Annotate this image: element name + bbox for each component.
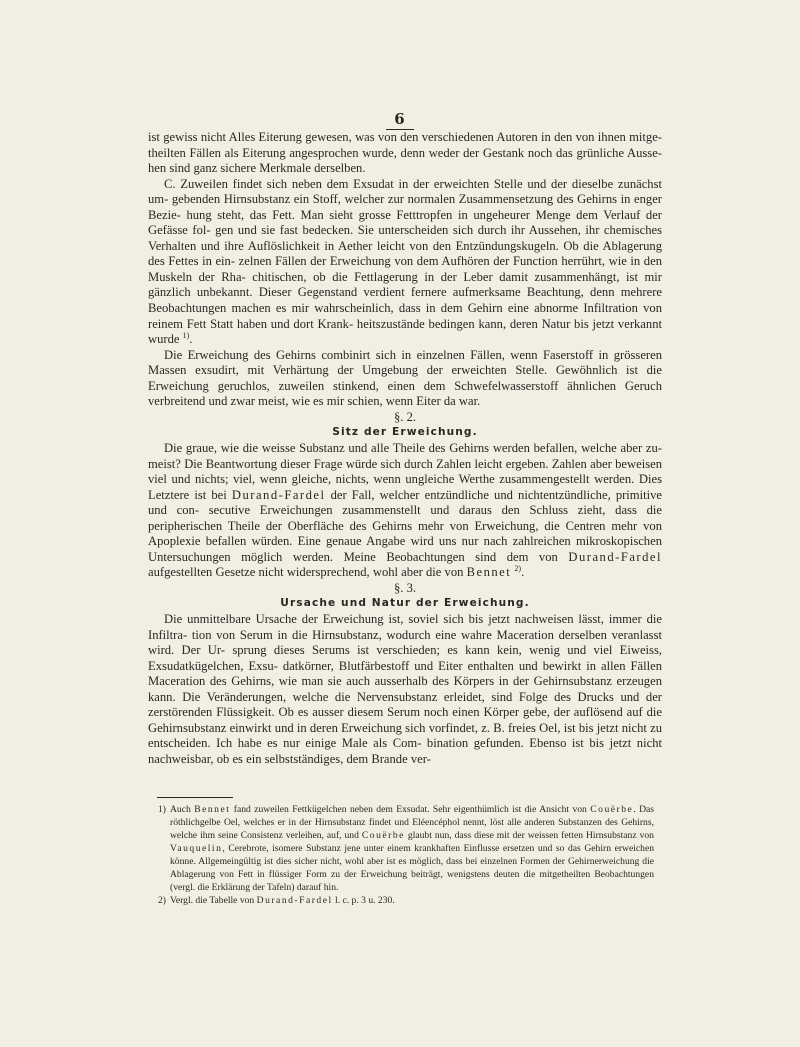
section-2-heading: Sitz der Erweichung.	[332, 426, 478, 439]
footnotes	[158, 803, 654, 907]
page-number: 6	[0, 110, 800, 130]
paragraph-combination: Die Erweichung des Gehirns combinirt sich in einzelnen Fällen, wenn Faserstoff in grösseren Massen exsudirt, mit Verhärtung der Umgebung der erweichten Stelle. Gewöhnlich ist die Erweichung geruchlos, zuweilen stinkend, einen dem Schwefelwasserstoff ähnlichen Geruch verbreitend und zwar meist, wie es mir schien, wenn Eiter da war.	[148, 347, 662, 409]
section-3-paragraph: Die unmittelbare Ursache der Erweichung ist, soviel sich bis jetzt nachweisen lässt, immer die Infiltra- tion von Serum in die Hirnsubstanz, wodurch eine wahre Maceration derselben veranlasst wird. Der Ur- sprung dieses Serums ist verschieden; es kann kein, wenig und viel Eiweiss, Exsudatkügelchen, Exsu- datkörner, Blutfärbestoff und Eiter enthalten und bewirkt in allen Fällen Maceration des Gehirns, wie man sie auch ausserhalb des Körpers in der Gehirnsubstanz erzeugen kann. Die Veränderungen, welche die Nervensubstanz erleidet, sind Folge des Drucks und der zerstörenden Flüssigkeit. Ob es ausser diesem Serum noch einen Körper gebe, der auflösend auf die Gehirnsubstanz einwirkt und in deren Erweichung sich vorfindet, z. B. freies Oel, ist bis jetzt nicht zu entscheiden. Ich habe es nur einige Male als Com- bination gefunden. Ebenso ist bis jetzt nicht nachweisbar, ob es ein selbstständiges, dem Brande ver-	[148, 612, 662, 766]
footnote-1: 1) Auch Bennet fand zuweilen Fettkügelchen neben dem Exsudat. Sehr eigenthümlich ist die Ansicht von Couërbe. Das röthlichgelbe Oel, welches er in der Hirnsubstanz findet und Eléencéphol nennt, löst alle anderen Substanzen des Gehirns, welche ihm seine Consistenz verleihen, auf, und Couërbe glaubt nun, dass diese mit der weissen fetten Hirnsubstanz von Vauquelin, Cerebrote, isomere Substanz jene unter einem krankhaften Einflusse ersetzen und so das Gehirn erweichen könne. Allgemeingültig ist dies sicher nicht, wohl aber ist es möglich, dass bei einzelnen Formen der Gehirnerweichung die Ablagerung von Fett in flüssiger Form zu der Erweichung beiträgt, wenigstens deuten die mitgetheilten Beobachtungen (vergl. die Erklärung der Tafeln) darauf hin.	[158, 804, 654, 893]
section-2-paragraph: Die graue, wie die weisse Substanz und alle Theile des Gehirns werden befallen, welche aber zu- meist? Die Beantwortung dieser Frage würde sich durch Zahlen leicht ergeben. Zahlen aber beweisen viel und nichts; viel, wenn gleiche, nichts, wenn ungleiche Werthe zusammengestellt werden. Dies Letztere ist bei Durand-Fardel der Fall, welcher entzündliche und nichtentzündliche, primitive und con- secutive Erweichungen zusammenstellt und daraus den Schluss zieht, dass die peripherischen Theile der Oberfläche des Gehirns mehr von Erweichung, die Centren mehr von Apoplexie befallen würden. Eine genaue Angabe wird uns nur nach zahlreichen mikroskopischen Untersuchungen möglich werden. Meine Beobachtungen sind dem von Durand-Fardel aufgestellten Gesetze nicht widersprechend, wohl aber die von Bennet $^{2)}$.	[148, 440, 662, 580]
main-text	[148, 130, 662, 768]
paragraph-c-fat: C. Zuweilen findet sich neben dem Exsudat in der erweichten Stelle und der dieselbe zunächst um- gebenden Hirnsubstanz ein Stoff, welcher zur normalen Zusammensetzung des Gehirns in enger Bezie- hung steht, das Fett. Man sieht grosse Fetttropfen in ungeheurer Menge dem Verlauf der Gefässe fol- gen und sie fast bedecken. Sie unterscheiden sich durch ihr Aussehen, ihr chemisches Verhalten und ihre Auflöslichkeit in Aether leicht von den Entzündungskugeln. Ob die Ablagerung des Fettes in ein- zelnen Fällen der Erweichung von dem Aufhören der Function herrührt, wie in den Muskeln der Rha- chitischen, ob die Fettlagerung in der Leber damit zusammenhängt, ist mir gänzlich unbekannt. Dieser Gegenstand verdient fernere aufmerksame Beachtung, denn mehrere Beobachtungen machen es mir wahrscheinlich, dass in dem Gehirn eine abnorme Infiltration von reinem Fett Statt haben und dort Krank- heitszustände bedingen kann, deren Natur bis jetzt verkannt wurde $^{1)}$.	[148, 176, 662, 347]
footnote-ref-2[interactable]: 2)	[514, 564, 522, 574]
footnote-ref-1[interactable]: 1)	[182, 330, 190, 340]
footnote-divider	[157, 797, 233, 798]
section-3-number: §. 3.	[393, 580, 417, 595]
section-3-heading: Ursache und Natur der Erweichung.	[280, 597, 530, 610]
paragraph-intro-continuation: ist gewiss nicht Alles Eiterung gewesen, was von den verschiedenen Autoren in den von ihnen mitge- theilten Fällen als Eiterung angesprochen wurde, denn weder der Gestank noch das grünliche Ausse- hen sind ganz sichere Merkmale derselben.	[148, 130, 662, 176]
section-2-number: §. 2.	[393, 409, 417, 424]
author-name: Durand-Fardel	[568, 549, 662, 564]
footnote-2: 2) Vergl. die Tabelle von Durand-Fardel l. c. p. 3 u. 230.	[158, 895, 395, 906]
author-name: Durand-Fardel	[231, 487, 326, 502]
author-name: Bennet	[466, 565, 512, 580]
